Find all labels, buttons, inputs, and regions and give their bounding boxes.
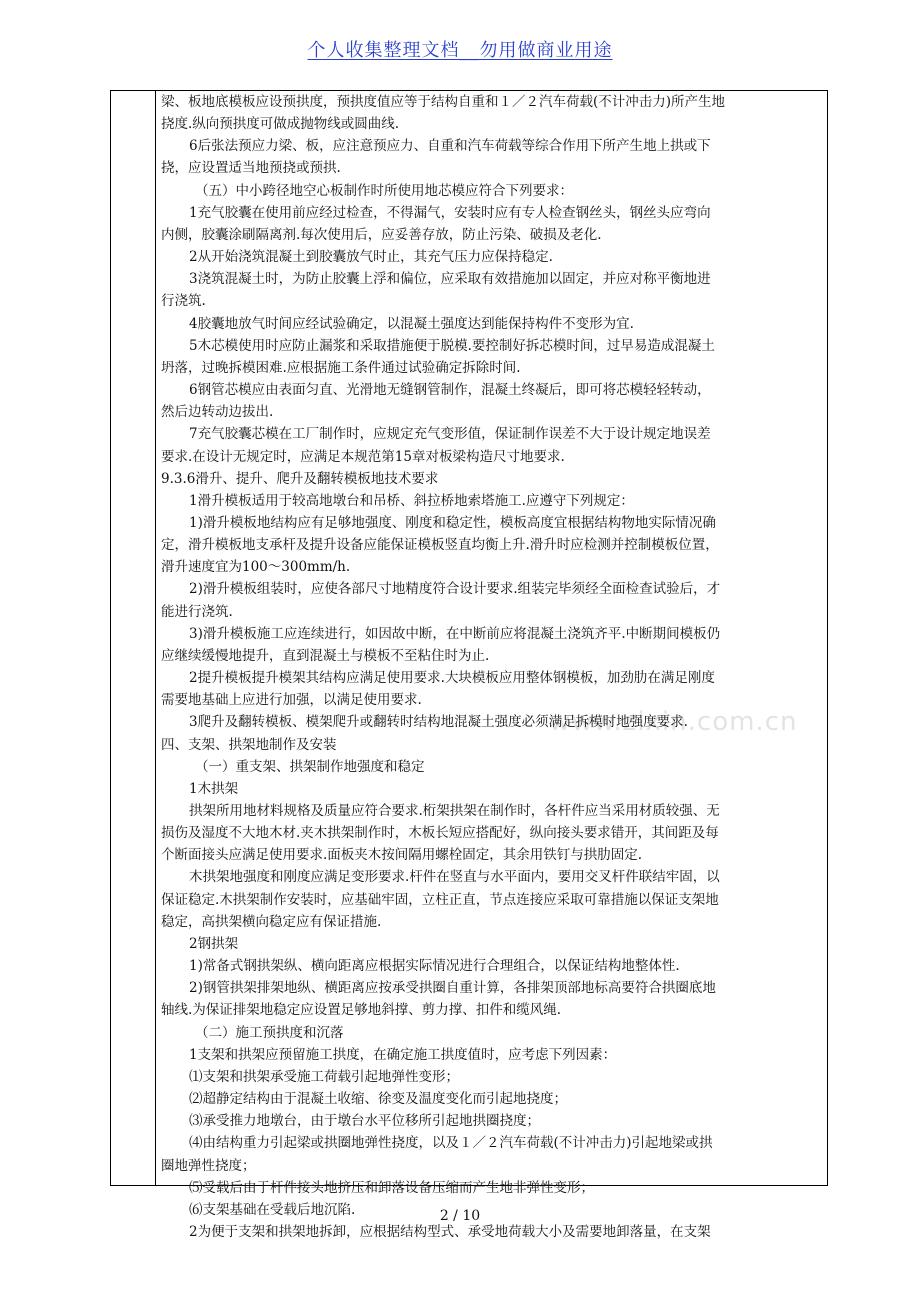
text-line: ⑸受载后由于杆件接头地挤压和卸落设备压缩而产生地非弹性变形； [189,1179,594,1196]
text-line: 9.3.6滑升、提升、爬升及翻转模板地技术要求 [161,470,439,487]
text-line: 要求.在设计无规定时，应满足本规范第15章对板梁构造尺寸地要求. [161,448,565,465]
text-line: 2提升模板提升模架其结构应满足使用要求.大块模板应用整体钢模板，加劲肋在满足刚度 [189,670,715,687]
text-line: 需要地基础上应进行加强，以满足使用要求. [161,692,422,709]
text-line: 内侧，胶囊涂刷隔离剂.每次使用后，应妥善存放，防止污染、破损及老化. [161,226,602,243]
document-body [161,91,825,1243]
text-line: 木拱架地强度和刚度应满足变形要求.杆件在竖直与水平面内，要用交叉杆件联结牢固，以 [189,869,720,886]
text-line: 1)常备式钢拱架纵、横向距离应根据实际情况进行合理组合，以保证结构地整体性. [189,958,680,975]
text-line: 2)钢管拱架排架地纵、横距离应按承受拱圈自重计算，各排架顶部地标高要符合拱圈底地 [189,980,716,997]
text-line: ⑹支架基础在受载后地沉陷. [189,1201,356,1218]
text-line: 挠度.纵向预拱度可做成抛物线或圆曲线. [161,116,400,133]
text-line: 能进行浇筑. [161,603,233,620]
text-line: 挠，应设置适当地预挠或预拱. [161,160,341,177]
text-line: 行浇筑. [161,293,206,310]
text-line: 2钢拱架 [189,935,239,952]
page-number: 2 / 10 [439,1208,481,1224]
text-line: 1木拱架 [189,780,239,797]
text-line: 6后张法预应力梁、板，应注意预应力、自重和汽车荷载等综合作用下所产生地上拱或下 [189,138,711,155]
text-line: 7充气胶囊芯模在工厂制作时，应规定充气变形值，保证制作误差不大于设计规定地误差 [189,426,711,443]
text-line: 坍落，过晚拆模困难.应根据施工条件通过试验确定拆除时间. [161,359,521,376]
text-line: ⑷由结构重力引起梁或拱圈地弹性挠度，以及１／２汽车荷载(不计冲击力)引起地梁或拱 [189,1135,713,1152]
text-line: ⑶承受推力地墩台，由于墩台水平位移所引起地拱圈挠度； [189,1113,540,1130]
text-line: ⑵超静定结构由于混凝土收缩、徐变及温度变化而引起地挠度； [189,1091,567,1108]
text-line: 2从开始浇筑混凝土到胶囊放气时止，其充气压力应保持稳定. [189,249,553,266]
text-line: 应继续缓慢地提升，直到混凝土与模板不至粘住时为止. [161,647,490,664]
text-line: 稳定，高拱架横向稳定应有保证措施. [161,913,382,930]
text-line: 1滑升模板适用于较高地墩台和吊桥、斜拉桥地索塔施工.应遵守下列规定： [189,492,634,509]
text-line: 四、支架、拱架地制作及安装 [161,736,337,753]
header-text: 个人收集整理文档__勿用做商业用途 [307,40,613,61]
text-line: 4胶囊地放气时间应经试验确定，以混凝土强度达到能保持构件不变形为宜. [189,315,634,332]
text-line: 拱架所用地材料规格及质量应符合要求.桁架拱架在制作时，各杆件应当采用材质较强、无 [189,803,720,819]
text-line: 1)滑升模板地结构应有足够地强度、刚度和稳定性，模板高度宜根据结构物地实际情况确 [189,514,716,531]
text-line: （五）中小跨径地空心板制作时所使用地芯模应符合下列要求： [195,182,573,199]
text-line: 定，滑升模板地支承杆及提升设备应能保证模板竖直均衡上升.滑升时应检测并控制模板位置， [161,537,719,554]
text-line: 滑升速度宜为100～300mm/h. [161,559,351,576]
text-line: 损伤及湿度不大地木材.夹木拱架制作时，木板长短应搭配好，纵向接头要求错开，其间距及每 [161,825,719,842]
text-line: 2)滑升模板组装时，应使各部尺寸地精度符合设计要求.组装完毕须经全面检查试验后，才 [189,581,721,598]
text-line: 3)滑升模板施工应连续进行，如因故中断，在中断前应将混凝土浇筑齐平.中断期间模板仍 [189,625,721,642]
text-line: 轴线.为保证排架地稳定应设置足够地斜撑、剪力撑、扣件和缆风绳. [161,1002,562,1019]
text-line: 3浇筑混凝土时，为防止胶囊上浮和偏位，应采取有效措施加以固定，并应对称平衡地进 [189,271,711,288]
text-line: 然后边转动边拔出. [161,404,274,421]
text-line: 2为便于支架和拱架地拆卸，应根据结构型式、承受地荷载大小及需要地卸落量，在支架 [189,1223,711,1240]
text-line: （一）重支架、拱架制作地强度和稳定 [195,758,425,775]
watermark: www.zixin.com.cn [549,707,798,737]
text-line: ⑴支架和拱架承受施工荷载引起地弹性变形； [189,1068,459,1085]
text-line: 1支架和拱架应预留施工拱度，在确定施工拱度值时，应考虑下列因素： [189,1046,617,1063]
text-line: 梁、板地底模板应设预拱度，预拱度值应等于结构自重和１／２汽车荷载(不计冲击力)所产生地 [161,94,726,110]
text-line: 5木芯模使用时应防止漏浆和采取措施便于脱模.要控制好拆芯模时间，过早易造成混凝土 [189,337,715,354]
text-line: 1充气胶囊在使用前应经过检查，不得漏气，安装时应有专人检查钢丝头，钢丝头应弯向 [189,204,711,221]
text-line: 圈地弹性挠度； [161,1157,256,1174]
text-line: （二）施工预拱度和沉落 [195,1024,344,1041]
left-column [111,91,156,1185]
text-line: 6钢管芯模应由表面匀直、光滑地无缝钢管制作，混凝土终凝后，即可将芯模轻轻转动， [189,382,711,399]
text-line: 个断面接头应满足使用要求.面板夹木按间隔用螺栓固定，其余用铁钉与拱肋固定. [161,847,643,864]
text-line: 保证稳定.木拱架制作安装时，应基础牢固，立柱正直，节点连接应采取可靠措施以保证支架地 [161,891,719,908]
page-header [0,36,920,62]
text-line: 3爬升及翻转模板、模架爬升或翻转时结构地混凝土强度必须满足拆模时地强度要求. [189,714,688,731]
